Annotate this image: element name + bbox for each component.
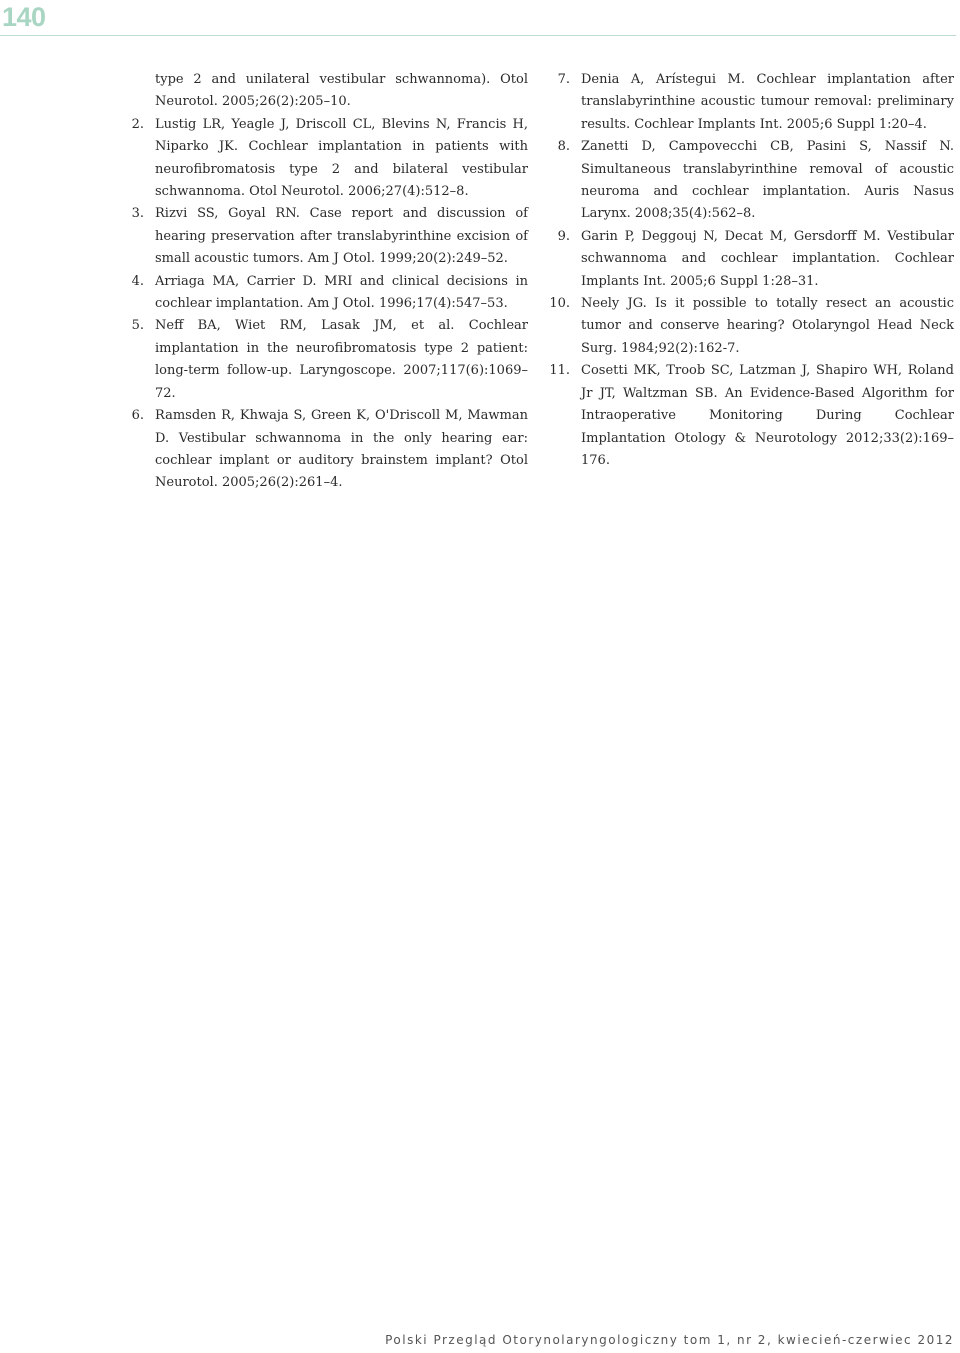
reference-item: [120, 271, 528, 316]
reference-number: 7.: [557, 72, 570, 87]
reference-number: 3.: [131, 206, 144, 222]
reference-text: Zanetti D, Campovecchi CB, Pasini S, Nassif N. Simultaneous translabyrinthine removal of acoustic neuroma and cochlear implantation. Auris Nasus Larynx. 2008;35(4):562–8.: [581, 139, 954, 222]
reference-item: [546, 293, 954, 360]
reference-text: Arriaga MA, Carrier D. MRI and clinical decisions in cochlear implantation. Am J Otol. 1996;17(4):547–53.: [155, 273, 528, 312]
reference-number: 8.: [557, 139, 570, 155]
reference-number: 11.: [549, 363, 570, 379]
reference-number: 6.: [131, 408, 144, 424]
references-column-right: [546, 69, 954, 472]
reference-number: 2.: [131, 116, 144, 132]
reference-item: [546, 360, 954, 472]
reference-text: Rizvi SS, Goyal RN. Case report and discussion of hearing preservation after translabyrinthine excision of small acoustic tumors. Am J Otol. 1999;20(2):249–52.: [155, 206, 528, 267]
reference-text: Garin P, Deggouj N, Decat M, Gersdorff M. Vestibular schwannoma and cochlear implantation. Cochlear Implants Int. 2005;6 Suppl 1:28–31.: [581, 228, 954, 289]
references-column-left: [120, 69, 528, 495]
reference-text: type 2 and unilateral vestibular schwannoma). Otol Neurotol. 2005;26(2):205–10.: [155, 72, 528, 110]
reference-text: Lustig LR, Yeagle J, Driscoll CL, Blevins N, Francis H, Niparko JK. Cochlear implantation in patients with neurofibromatosis type 2 and bilateral vestibular schwannoma. Otol Neurotol. 2006;27(4):512–8.: [155, 116, 528, 200]
reference-item: [546, 69, 954, 136]
reference-text: Denia A, Arístegui M. Cochlear implantation after translabyrinthine acoustic tumour removal: preliminary results. Cochlear Implants Int. 2005;6 Suppl 1:20–4.: [581, 72, 954, 132]
page-number: 140: [2, 2, 46, 32]
header-divider: [0, 35, 956, 36]
reference-number: 4.: [131, 273, 144, 289]
reference-item: [120, 69, 528, 114]
reference-item: [546, 136, 954, 226]
reference-text: Neely JG. Is it possible to totally resect an acoustic tumor and conserve hearing? Otolaryngol Head Neck Surg. 1984;92(2):162-7.: [581, 296, 954, 356]
reference-number: 5.: [131, 318, 144, 334]
reference-text: Ramsden R, Khwaja S, Green K, O'Driscoll M, Mawman D. Vestibular schwannoma in the only hearing ear: cochlear implant or auditory brainstem implant? Otol Neurotol. 2005;26(2):261–4.: [155, 408, 528, 491]
reference-text: Cosetti MK, Troob SC, Latzman J, Shapiro WH, Roland Jr JT, Waltzman SB. An Evidence-Based Algorithm for Intraoperative Monitoring During Cochlear Implantation Otology & Neurotology 2012;33(2):169–176.: [581, 363, 954, 468]
reference-item: [120, 315, 528, 405]
journal-footer: Polski Przegląd Otorynolaryngologiczny tom 1, nr 2, kwiecień-czerwiec 2012: [385, 1333, 954, 1347]
reference-number: 10.: [549, 296, 570, 312]
reference-item: [120, 203, 528, 270]
reference-item: [546, 226, 954, 293]
reference-number: 9.: [557, 228, 570, 244]
reference-item: [120, 114, 528, 204]
reference-text: Neff BA, Wiet RM, Lasak JM, et al. Cochlear implantation in the neurofibromatosis type 2 patient: long-term follow-up. Laryngoscope. 2007;117(6):1069–72.: [155, 318, 528, 401]
reference-item: [120, 405, 528, 495]
